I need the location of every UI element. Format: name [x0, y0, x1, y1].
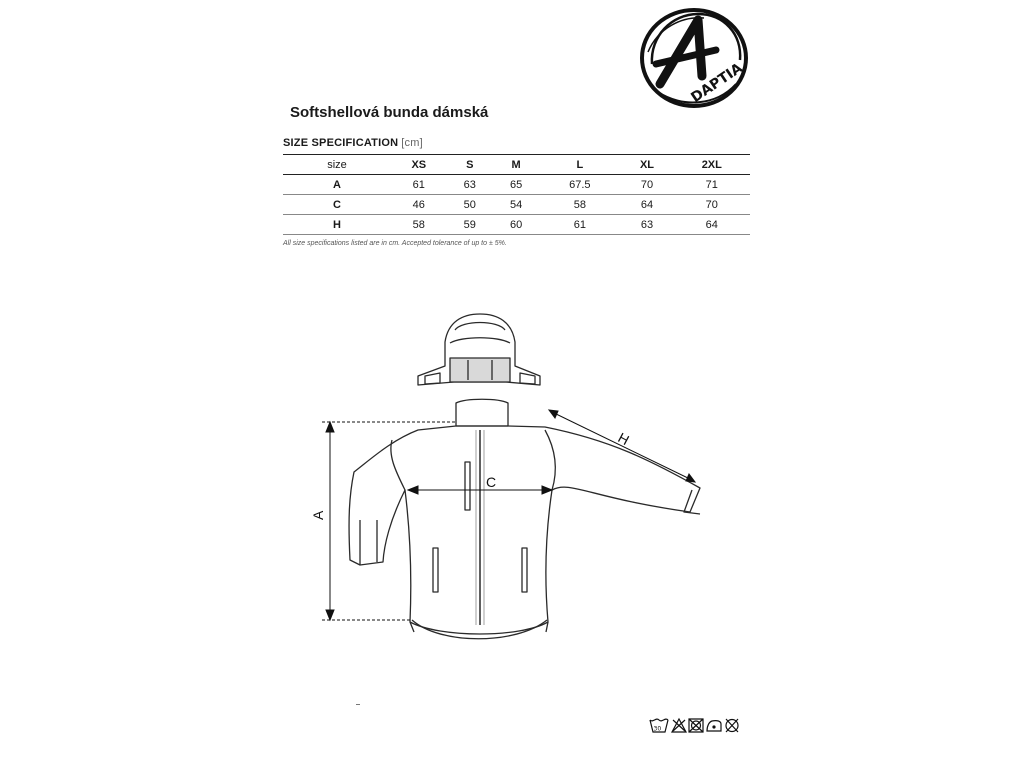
table-header-row [283, 155, 750, 175]
divider-dot [356, 704, 360, 705]
table-cell: 64 [640, 198, 654, 211]
table-header-cell: XS [411, 158, 427, 171]
table-cell: 70 [705, 198, 718, 211]
table-cell: 58 [412, 218, 425, 231]
hood-drawing [418, 314, 540, 385]
table-header-cell: L [576, 158, 584, 171]
spec-heading-label: SIZE SPECIFICATION [283, 137, 399, 149]
table-cell: 70 [640, 178, 654, 191]
wash-30-icon [650, 719, 668, 732]
measurement-label-c: C [486, 474, 497, 490]
table-header-cell: S [466, 158, 474, 171]
care-symbols [648, 714, 748, 736]
svg-text:DAPTIA: DAPTIA [688, 60, 746, 107]
table-cell: 64 [705, 218, 718, 231]
table-cell: 63 [640, 218, 654, 231]
table-cell: 67.5 [569, 178, 591, 191]
table-cell: 65 [509, 178, 523, 191]
measurement-label-h: H [615, 429, 632, 449]
tolerance-note: All size specifications listed are in cm. Accepted tolerance of up to ± 5%. [283, 240, 507, 247]
table-row [283, 215, 750, 235]
brand-logo [638, 6, 750, 110]
measurement-lines [322, 410, 695, 620]
table-header-cell: M [511, 158, 521, 171]
table-cell: 71 [705, 178, 718, 191]
table-header-cell: XL [639, 158, 654, 171]
size-table [283, 154, 750, 235]
no-bleach-icon [672, 719, 686, 732]
no-tumble-dry-icon [689, 719, 703, 732]
table-header-cell: size [327, 158, 347, 171]
table-cell: 63 [463, 178, 476, 191]
spec-heading-unit: [cm] [401, 137, 423, 149]
iron-low-icon [707, 721, 721, 731]
table-cell: 60 [509, 218, 523, 231]
table-cell: 46 [412, 198, 425, 211]
table-cell: 61 [573, 218, 586, 231]
table-cell: 58 [573, 198, 586, 211]
table-row [283, 195, 750, 215]
table-cell: 61 [412, 178, 425, 191]
table-cell: A [333, 178, 341, 191]
table-cell: 50 [463, 198, 476, 211]
no-dry-clean-icon [726, 719, 738, 732]
jacket-body-drawing [349, 399, 700, 639]
table-header-cell: 2XL [701, 158, 722, 171]
table-cell: C [333, 198, 341, 211]
table-cell: 59 [463, 218, 476, 231]
svg-text:30: 30 [653, 725, 662, 733]
spec-heading [283, 137, 423, 149]
product-title: Softshellová bunda dámská [290, 104, 489, 121]
table-cell: 54 [509, 198, 523, 211]
jacket-diagram [300, 305, 720, 645]
measurement-label-a: A [310, 510, 326, 520]
table-row [283, 175, 750, 195]
table-cell: H [333, 218, 341, 231]
